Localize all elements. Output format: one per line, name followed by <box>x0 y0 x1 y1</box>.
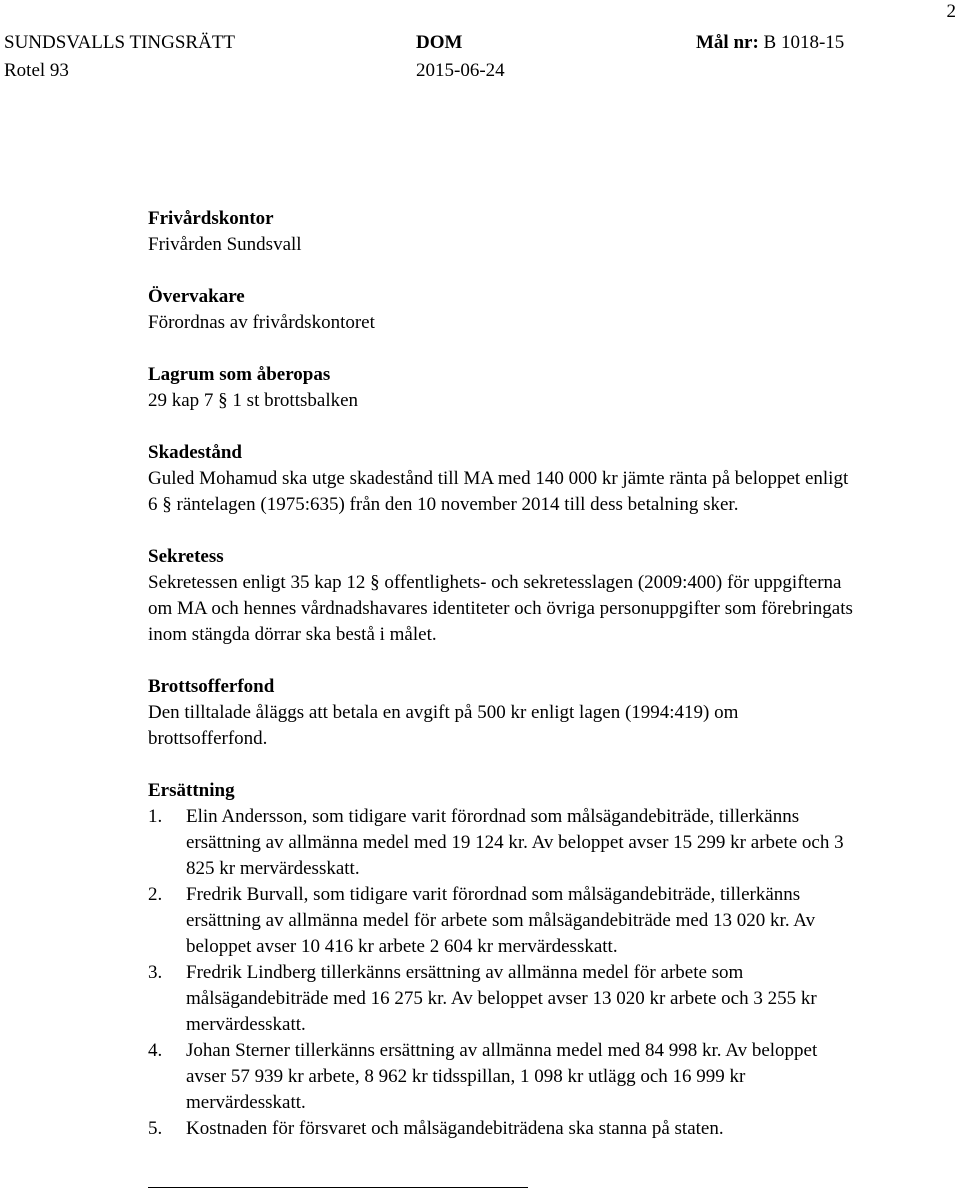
document-body <box>148 206 948 1142</box>
case-number-value: B 1018-15 <box>763 32 845 53</box>
list-item-number: 1. <box>148 806 163 827</box>
header-row-2 <box>4 58 944 84</box>
list-item-number: 4. <box>148 1040 163 1061</box>
section-title: Sekretess <box>148 546 224 567</box>
section-title: Lagrum som åberopas <box>148 364 331 385</box>
section-text-line: Den tilltalade åläggs att betala en avgift på 500 kr enligt lagen (1994:419) om <box>148 702 739 723</box>
document-type: DOM <box>416 32 463 53</box>
list-item-line: beloppet avser 10 416 kr arbete 2 604 kr mervärdesskatt. <box>186 936 618 957</box>
section-text: Frivården Sundsvall <box>148 234 302 255</box>
list-item-line: Fredrik Lindberg tillerkänns ersättning av allmänna medel för arbete som <box>186 962 744 983</box>
list-item-line: ersättning av allmänna medel för arbete som målsägandebiträde med 13 020 kr. Av <box>186 910 816 931</box>
rotel: Rotel 93 <box>4 60 69 81</box>
list-item-line: Elin Andersson, som tidigare varit förordnad som målsägandebiträde, tillerkänns <box>186 806 800 827</box>
list-item-line: ersättning av allmänna medel med 19 124 kr. Av beloppet avser 15 299 kr arbete och 3 <box>186 832 844 853</box>
footer-divider <box>148 1187 528 1188</box>
section-text-line: om MA och hennes vårdnadshavares identiteter och övriga personuppgifter som förebringats <box>148 598 853 619</box>
section-title: Ersättning <box>148 780 235 801</box>
list-item <box>148 1038 948 1116</box>
compensation-list <box>148 804 948 1142</box>
section-title: Övervakare <box>148 286 245 307</box>
section-text: Förordnas av frivårdskontoret <box>148 312 375 333</box>
list-item <box>148 804 948 882</box>
list-item-line: avser 57 939 kr arbete, 8 962 kr tidsspillan, 1 098 kr utlägg och 16 999 kr <box>186 1066 746 1087</box>
section-ersattning <box>148 778 948 1142</box>
section-title: Skadestånd <box>148 442 242 463</box>
court-name: SUNDSVALLS TINGSRÄTT <box>4 32 236 53</box>
section-text-line: inom stängda dörrar ska bestå i målet. <box>148 624 437 645</box>
document-date: 2015-06-24 <box>416 60 505 81</box>
list-item <box>148 960 948 1038</box>
section-text-line: Sekretessen enligt 35 kap 12 § offentlighets- och sekretesslagen (2009:400) för uppgifterna <box>148 572 842 593</box>
section-text-line: Guled Mohamud ska utge skadestånd till MA med 140 000 kr jämte ränta på beloppet enligt <box>148 468 849 489</box>
list-item-line: mervärdesskatt. <box>186 1092 306 1113</box>
section-text: 29 kap 7 § 1 st brottsbalken <box>148 390 359 411</box>
list-item-line: Fredrik Burvall, som tidigare varit förordnad som målsägandebiträde, tillerkänns <box>186 884 801 905</box>
section-frivardskontor <box>148 206 948 258</box>
list-item-number: 2. <box>148 884 163 905</box>
section-sekretess <box>148 544 948 648</box>
section-title: Frivårdskontor <box>148 208 274 229</box>
case-number <box>696 30 844 56</box>
list-item-number: 3. <box>148 962 163 983</box>
list-item-line: målsägandebiträde med 16 275 kr. Av beloppet avser 13 020 kr arbete och 3 255 kr <box>186 988 817 1009</box>
list-item-line: Kostnaden för försvaret och målsägandebiträdena ska stanna på staten. <box>186 1118 724 1139</box>
list-item-line: Johan Sterner tillerkänns ersättning av allmänna medel med 84 998 kr. Av beloppet <box>186 1040 818 1061</box>
list-item <box>148 1116 948 1142</box>
list-item <box>148 882 948 960</box>
section-text-line: 6 § räntelagen (1975:635) från den 10 november 2014 till dess betalning sker. <box>148 494 739 515</box>
list-item-line: 825 kr mervärdesskatt. <box>186 858 360 879</box>
section-overvakare <box>148 284 948 336</box>
list-item-line: mervärdesskatt. <box>186 1014 306 1035</box>
header-row-1 <box>4 30 944 56</box>
case-label: Mål nr: <box>696 32 759 53</box>
section-lagrum <box>148 362 948 414</box>
section-title: Brottsofferfond <box>148 676 275 697</box>
section-skadestand <box>148 440 948 518</box>
list-item-number: 5. <box>148 1118 163 1139</box>
page-number: 2 <box>946 1 956 22</box>
section-text-line: brottsofferfond. <box>148 728 268 749</box>
section-brottsofferfond <box>148 674 948 752</box>
